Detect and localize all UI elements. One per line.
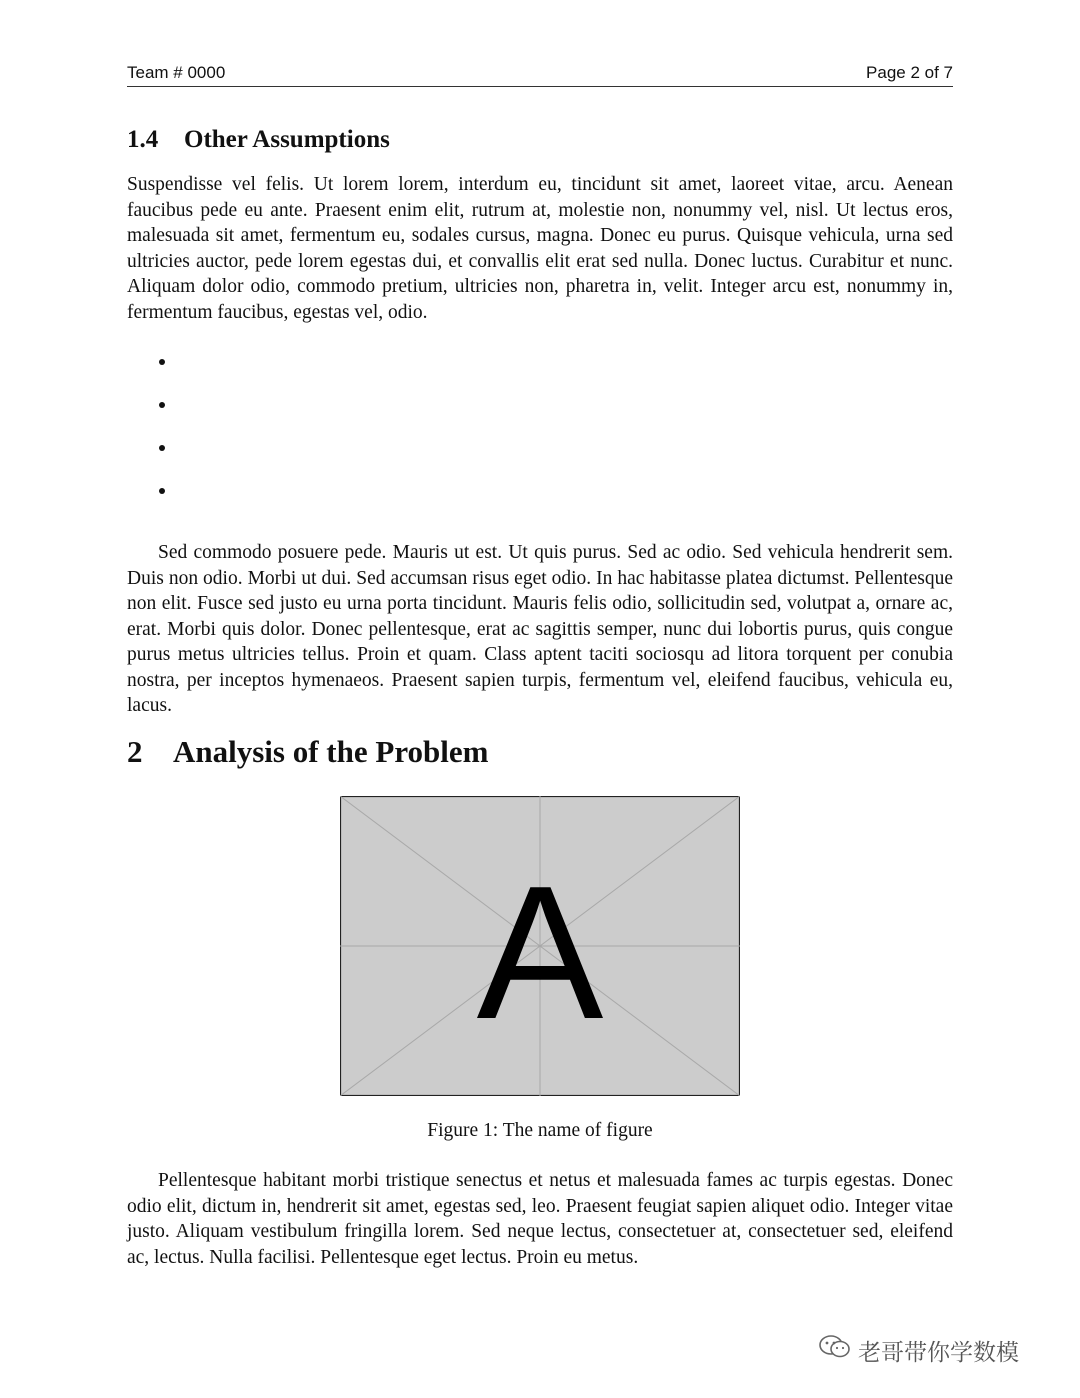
paragraph-assumptions: Suspendisse vel felis. Ut lorem lorem, interdum eu, tincidunt sit amet, laoreet vitae, arcu. Aenean faucibus pede eu ante. Praesent enim elit, rutrum at, molestie non, nonummy vel, nisl. Ut lectus eros, malesuada sit amet, fermentum eu, sodales cursus, magna. Donec eu purus. Quisque vehicula, urna sed ultricies auctor, pede lorem egestas dui, et convallis elit erat sed nulla. Donec luctus. Curabitur et nunc. Aliquam dolor odio, commodo pretium, ultricies non, pharetra in, velit. Integer arcu est, nonummy in, fermentum faucibus, egestas vel, odio. bbox=[127, 174, 953, 323]
subsection-title: Other Assumptions bbox=[184, 126, 390, 153]
paragraph-pellentesque: Pellentesque habitant morbi tristique senectus et netus et malesuada fames ac turpis egestas. Donec odio elit, dictum in, hendrerit sit amet, egestas sed, leo. Praesent feugiat sapien aliquet odio. Integer vitae justo. Aliquam vestibulum fringilla lorem. Sed neque lectus, consectetuer at, consectetuer sed, eleifend ac, lectus. Nulla facilisi. Pellentesque eget lectus. Proin eu metus. bbox=[127, 1170, 953, 1268]
bullet-icon bbox=[159, 359, 165, 365]
wechat-icon bbox=[818, 1333, 852, 1367]
subsection-heading bbox=[127, 126, 390, 154]
bullet-icon bbox=[159, 445, 165, 451]
figure-placeholder-image bbox=[340, 796, 740, 1096]
paragraph-commodo: Sed commodo posuere pede. Mauris ut est. Ut quis purus. Sed ac odio. Sed vehicula hendrerit sem. Duis non odio. Morbi ut dui. Sed accumsan risus eget odio. In hac habitasse platea dictumst. Pellentesque non elit. Fusce sed justo eu urna porta tincidunt. Mauris felis odio, sollicitudin sed, volutpat a, ornare ac, erat. Morbi quis dolor. Donec pellentesque, erat ac sagittis semper, nunc dui lobortis purus, quis congue purus metus ultricies tellus. Proin et quam. Class aptent taciti sociosqu ad litora torquent per conubia nostra, per inceptos hymenaeos. Praesent sapien turpis, fermentum vel, eleifend faucibus, vehicula eu, lacus. bbox=[127, 542, 953, 716]
section-title: Analysis of the Problem bbox=[173, 734, 489, 769]
page-number: Page 2 of 7 bbox=[866, 63, 953, 82]
figure-caption: Figure 1: The name of figure bbox=[427, 1120, 653, 1141]
watermark bbox=[818, 1330, 1019, 1370]
bullet-icon bbox=[159, 402, 165, 408]
team-number: Team # 0000 bbox=[127, 63, 226, 82]
watermark-text: 老哥带你学数模 bbox=[858, 1339, 1019, 1366]
placeholder-letter: A bbox=[476, 847, 604, 1059]
page-header bbox=[127, 62, 953, 87]
bullet-icon bbox=[159, 488, 165, 494]
section-heading bbox=[127, 734, 488, 770]
placeholder-graphic bbox=[340, 796, 740, 1096]
section-number: 2 bbox=[127, 734, 143, 769]
subsection-number: 1.4 bbox=[127, 126, 159, 153]
